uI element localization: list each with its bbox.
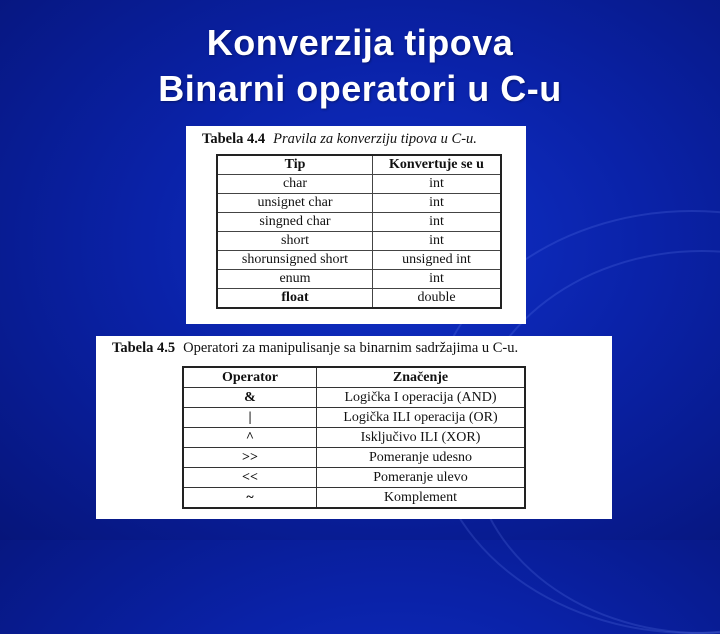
table-header-row <box>183 367 525 388</box>
meaning-cell: Isključivo ILI (XOR) <box>317 428 526 448</box>
operators-table-image <box>96 336 612 519</box>
type-cell: shorunsigned short <box>217 251 373 270</box>
table-caption <box>202 131 477 148</box>
operator-cell: & <box>183 388 317 408</box>
type-cell: float <box>217 289 373 309</box>
table-number: Tabela 4.4 <box>202 131 266 147</box>
type-cell: singned char <box>217 213 373 232</box>
table-row <box>217 232 501 251</box>
conversion-table-image <box>186 126 526 324</box>
table-caption-text: Pravila za konverziju tipova u C-u. <box>273 131 477 147</box>
operator-cell: << <box>183 468 317 488</box>
operators-table <box>182 366 526 509</box>
converted-type-cell: int <box>373 194 502 213</box>
table-header-row <box>217 155 501 175</box>
conversion-table <box>216 154 502 309</box>
table-row <box>183 428 525 448</box>
converted-type-cell: int <box>373 213 502 232</box>
converted-type-cell: int <box>373 175 502 194</box>
table-row <box>183 488 525 509</box>
operator-cell: | <box>183 408 317 428</box>
column-header-meaning: Značenje <box>317 367 526 388</box>
column-header-operator: Operator <box>183 367 317 388</box>
table-row <box>217 251 501 270</box>
type-cell: char <box>217 175 373 194</box>
converted-type-cell: unsigned int <box>373 251 502 270</box>
converted-type-cell: int <box>373 270 502 289</box>
table-row <box>183 388 525 408</box>
operator-cell: >> <box>183 448 317 468</box>
table-caption-text: Operatori za manipulisanje sa binarnim sadržajima u C-u. <box>183 340 519 356</box>
type-cell: unsignet char <box>217 194 373 213</box>
table-row <box>217 270 501 289</box>
table-row <box>183 448 525 468</box>
type-cell: enum <box>217 270 373 289</box>
operator-cell: ^ <box>183 428 317 448</box>
table-row <box>183 408 525 428</box>
table-row <box>217 213 501 232</box>
table-row <box>217 289 501 309</box>
table-row <box>217 175 501 194</box>
meaning-cell: Pomeranje udesno <box>317 448 526 468</box>
column-header-type: Tip <box>217 155 373 175</box>
title-line-1: Konverzija tipova <box>206 22 514 63</box>
column-header-converts-to: Konvertuje se u <box>373 155 502 175</box>
table-row <box>183 468 525 488</box>
type-cell: short <box>217 232 373 251</box>
operator-cell: ~ <box>183 488 317 509</box>
converted-type-cell: double <box>373 289 502 309</box>
table-row <box>217 194 501 213</box>
table-number: Tabela 4.5 <box>112 340 176 356</box>
meaning-cell: Logička I operacija (AND) <box>317 388 526 408</box>
slide-title <box>0 20 720 112</box>
meaning-cell: Pomeranje ulevo <box>317 468 526 488</box>
table-caption <box>112 340 518 357</box>
meaning-cell: Komplement <box>317 488 526 509</box>
meaning-cell: Logička ILI operacija (OR) <box>317 408 526 428</box>
title-line-2: Binarni operatori u C-u <box>158 68 562 109</box>
converted-type-cell: int <box>373 232 502 251</box>
